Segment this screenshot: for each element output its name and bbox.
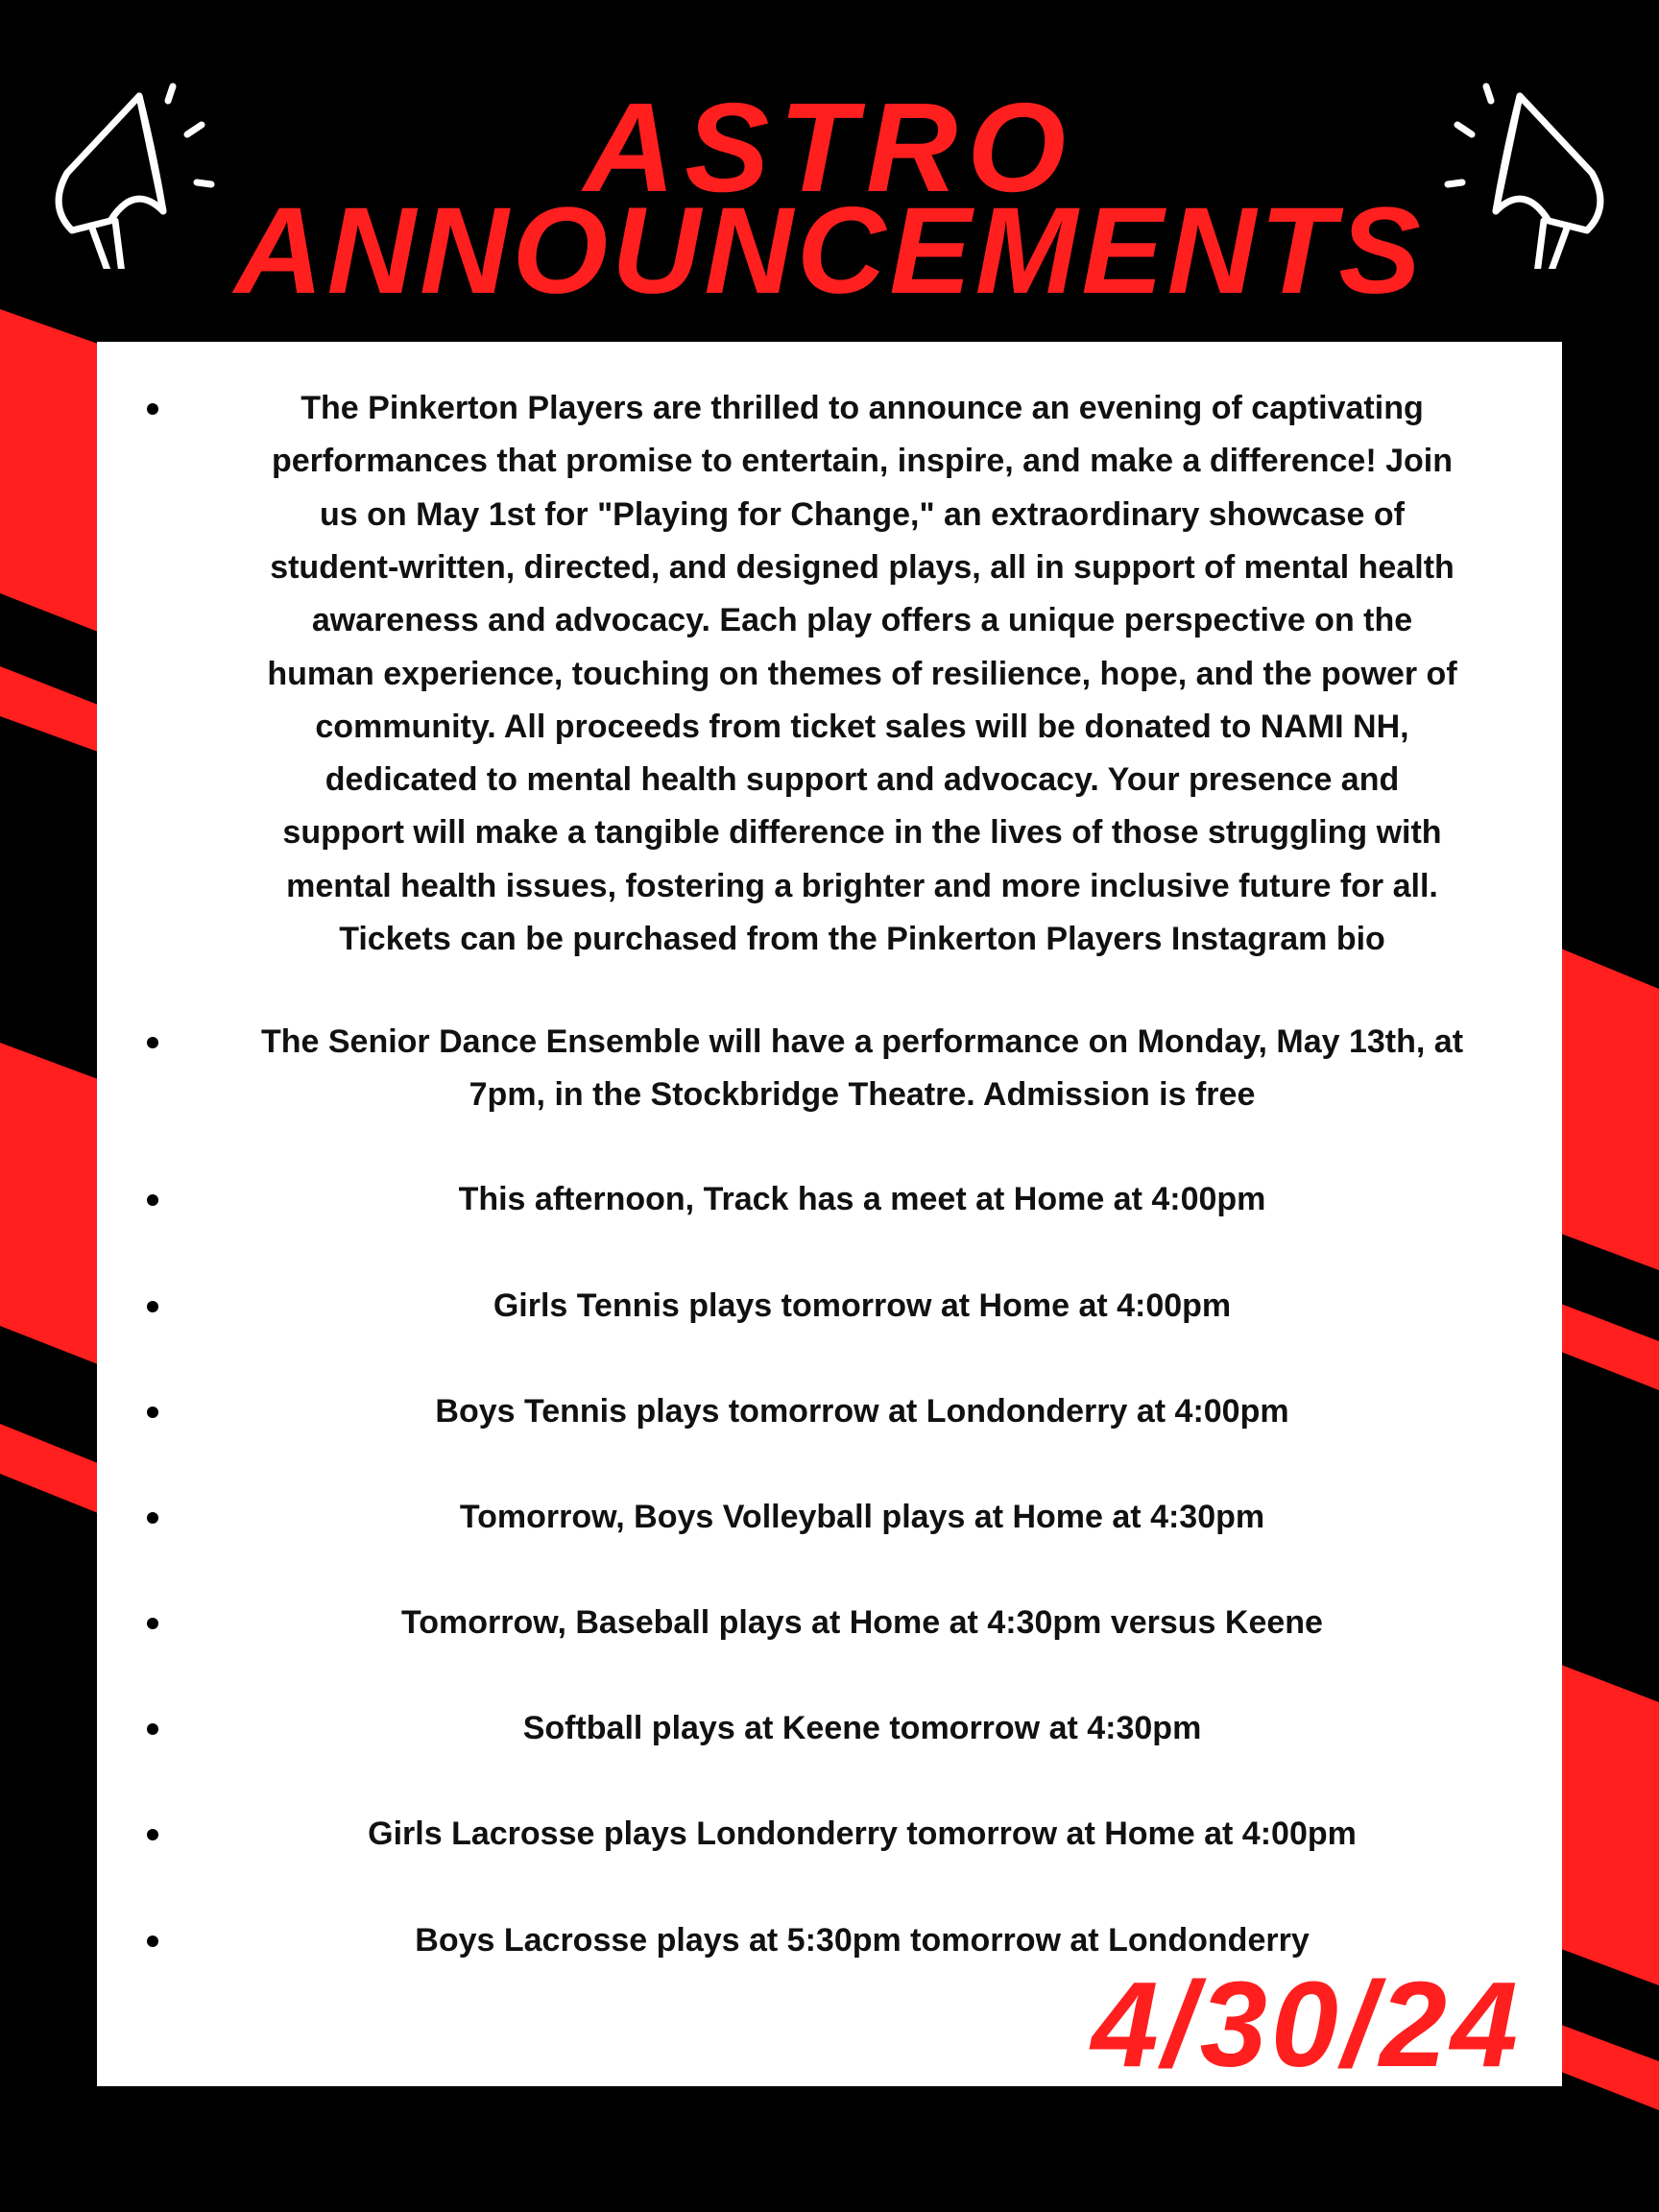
announcement-text-line: Tickets can be purchased from the Pinkerton Players Instagram bio (339, 921, 1385, 957)
announcement-text-line: Softball plays at Keene tomorrow at 4:30pm (522, 1710, 1202, 1746)
announcement-text-line: The Senior Dance Ensemble will have a performance on Monday, May 13th, at (260, 1023, 1464, 1060)
bullet-icon (147, 1829, 158, 1840)
bullet-icon (147, 1194, 158, 1206)
announcement-text-line: Girls Tennis plays tomorrow at Home at 4:00pm (493, 1287, 1232, 1324)
stripe (1561, 1665, 1659, 1985)
announcement-text-line: Boys Lacrosse plays at 5:30pm tomorrow at Londonderry (415, 1922, 1310, 1959)
announcement-text-line: Tomorrow, Baseball plays at Home at 4:30pm versus Keene (401, 1604, 1323, 1641)
announcement-text-line: 7pm, in the Stockbridge Theatre. Admission is free (469, 1076, 1256, 1114)
title-astro: ASTRO (584, 77, 1075, 218)
bullet-icon (147, 1301, 158, 1312)
bullet-icon (147, 403, 158, 415)
bullet-icon (147, 1618, 158, 1629)
announcement-text-line: performances that promise to entertain, inspire, and make a difference! Join (272, 443, 1453, 480)
stripe (0, 1043, 98, 1364)
announcement-text-line: This afternoon, Track has a meet at Home at 4:00pm (458, 1181, 1266, 1217)
announcement-text-line: The Pinkerton Players are thrilled to announce an evening of captivating (301, 390, 1424, 426)
announcement-text-line: Boys Tennis plays tomorrow at Londonderry at 4:00pm (435, 1393, 1289, 1430)
stripe (0, 666, 98, 752)
bullet-icon (147, 1512, 158, 1524)
bullet-icon (147, 1037, 158, 1048)
announcement-text-line: human experience, touching on themes of resilience, hope, and the power of (267, 655, 1457, 692)
stripe (1561, 1304, 1659, 1390)
stripe (0, 309, 98, 632)
stripe (1561, 949, 1659, 1270)
announcement-text-line: community. All proceeds from ticket sales will be donated to NAMI NH, (315, 708, 1409, 745)
announcement-text-line: mental health issues, fostering a brighter and more inclusive future for all. (286, 867, 1438, 904)
bullet-icon (147, 1936, 158, 1947)
title-announcements: ANNOUNCEMENTS (234, 182, 1425, 320)
bullet-icon (147, 1407, 158, 1418)
announcement-text-line: Girls Lacrosse plays Londonderry tomorrow at Home at 4:00pm (368, 1815, 1357, 1852)
bullet-icon (147, 1723, 158, 1735)
announcement-text-line: dedicated to mental health support and advocacy. Your presence and (325, 761, 1400, 799)
announcement-text-line: support will make a tangible difference in the lives of those struggling with (282, 814, 1442, 852)
announcement-text-line: awareness and advocacy. Each play offers a unique perspective on the (311, 602, 1413, 639)
stripe (1561, 2025, 1659, 2110)
stripe (0, 1424, 98, 1513)
announcement-text-line: student-written, directed, and designed plays, all in support of mental health (270, 548, 1455, 586)
announcements-card (97, 342, 1562, 2092)
announcement-text-line: Tomorrow, Boys Volleyball plays at Home at 4:30pm (459, 1499, 1265, 1535)
announcement-text-line: us on May 1st for "Playing for Change," an extraordinary showcase of (320, 495, 1405, 533)
date-label: 4/30/24 (1091, 1957, 1522, 2092)
